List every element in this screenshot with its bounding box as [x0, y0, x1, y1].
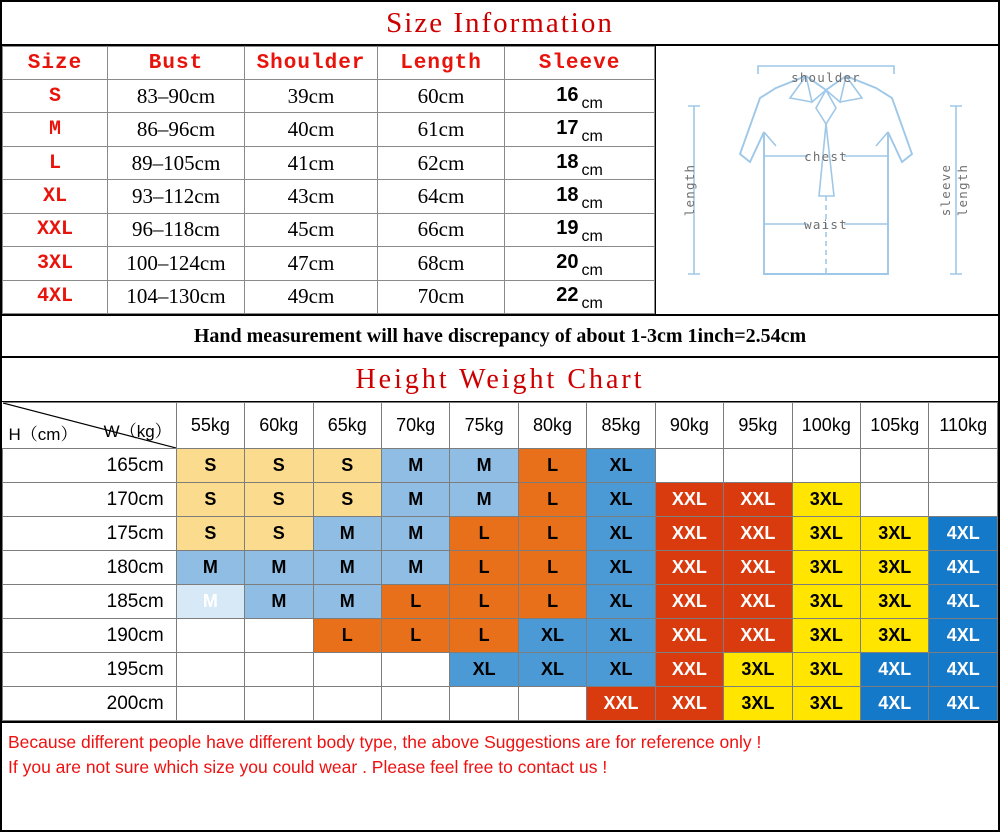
matrix-cell-l: L	[518, 449, 586, 483]
cell-length: 62cm	[378, 146, 505, 179]
col-header-bust: Bust	[108, 47, 245, 80]
matrix-col-header: 70kg	[381, 403, 449, 449]
matrix-cell-empty	[724, 449, 792, 483]
matrix-row-header: 180cm	[3, 551, 177, 585]
matrix-cell-m: M	[313, 585, 381, 619]
table-row	[3, 146, 655, 179]
cell-sleeve-number: 17	[556, 117, 579, 140]
matrix-cell-empty	[245, 653, 313, 687]
cell-sleeve	[505, 80, 655, 113]
matrix-cell-xxl: XXL	[724, 517, 792, 551]
cell-shoulder: 39cm	[245, 80, 378, 113]
matrix-cell-l: L	[313, 619, 381, 653]
cell-sleeve-number: 18	[556, 183, 579, 206]
label-waist: waist	[804, 217, 848, 232]
col-header-shoulder: Shoulder	[245, 47, 378, 80]
matrix-cell-s: S	[176, 517, 244, 551]
matrix-cell-empty	[655, 449, 723, 483]
cell-sleeve-unit: cm	[581, 228, 603, 246]
matrix-row	[3, 653, 998, 687]
matrix-cell-3xl: 3XL	[861, 517, 929, 551]
cell-bust: 89–105cm	[108, 146, 245, 179]
matrix-cell-3xl: 3XL	[792, 619, 860, 653]
matrix-col-header: 100kg	[792, 403, 860, 449]
size-table	[2, 46, 655, 314]
matrix-cell-xxl: XXL	[655, 619, 723, 653]
matrix-cell-xl: XL	[450, 653, 518, 687]
cell-sleeve-unit: cm	[581, 161, 603, 179]
matrix-cell-3xl: 3XL	[792, 653, 860, 687]
table-row	[3, 280, 655, 313]
height-weight-matrix-container	[2, 402, 998, 721]
size-table-header-row	[3, 47, 655, 80]
table-row	[3, 80, 655, 113]
matrix-cell-4xl: 4XL	[929, 551, 998, 585]
cell-bust: 86–96cm	[108, 113, 245, 146]
matrix-cell-s: S	[313, 483, 381, 517]
matrix-cell-empty	[313, 687, 381, 721]
matrix-cell-m: M	[381, 483, 449, 517]
matrix-cell-m: M	[381, 551, 449, 585]
label-sleeve: sleeve	[938, 163, 953, 217]
matrix-axis-corner	[3, 403, 177, 449]
matrix-cell-4xl: 4XL	[929, 585, 998, 619]
matrix-cell-xl: XL	[518, 653, 586, 687]
cell-sleeve	[505, 113, 655, 146]
matrix-cell-empty	[861, 483, 929, 517]
matrix-row	[3, 483, 998, 517]
matrix-cell-xxl: XXL	[655, 517, 723, 551]
matrix-col-header: 95kg	[724, 403, 792, 449]
matrix-cell-empty	[929, 449, 998, 483]
cell-bust: 93–112cm	[108, 180, 245, 213]
cell-sleeve-number: 16	[556, 83, 579, 106]
matrix-cell-m: M	[381, 517, 449, 551]
table-row	[3, 180, 655, 213]
cell-sleeve-unit: cm	[581, 194, 603, 212]
matrix-cell-empty	[176, 687, 244, 721]
matrix-cell-l: L	[518, 517, 586, 551]
matrix-cell-4xl: 4XL	[929, 687, 998, 721]
matrix-cell-xl: XL	[587, 517, 655, 551]
label-sleeve-length: length	[955, 163, 970, 217]
cell-bust: 83–90cm	[108, 80, 245, 113]
matrix-cell-3xl: 3XL	[724, 653, 792, 687]
matrix-col-header: 85kg	[587, 403, 655, 449]
matrix-cell-empty	[176, 653, 244, 687]
matrix-row-header: 200cm	[3, 687, 177, 721]
matrix-cell-4xl: 4XL	[929, 619, 998, 653]
shirt-measurement-diagram	[656, 46, 998, 314]
matrix-cell-s: S	[245, 483, 313, 517]
table-row	[3, 247, 655, 280]
matrix-cell-xl: XL	[587, 551, 655, 585]
matrix-col-header: 75kg	[450, 403, 518, 449]
height-weight-title-bar	[2, 358, 998, 402]
matrix-cell-s: S	[245, 517, 313, 551]
cell-shoulder: 43cm	[245, 180, 378, 213]
cell-sleeve	[505, 280, 655, 313]
col-header-size: Size	[3, 47, 108, 80]
matrix-row-header: 190cm	[3, 619, 177, 653]
matrix-cell-empty	[861, 449, 929, 483]
matrix-cell-xxl: XXL	[655, 585, 723, 619]
matrix-cell-3xl: 3XL	[792, 585, 860, 619]
matrix-cell-l: L	[518, 585, 586, 619]
matrix-cell-3xl: 3XL	[792, 517, 860, 551]
matrix-cell-l: L	[518, 483, 586, 517]
matrix-col-header: 65kg	[313, 403, 381, 449]
matrix-cell-4xl: 4XL	[929, 517, 998, 551]
cell-size: 4XL	[3, 280, 108, 313]
matrix-cell-empty	[245, 619, 313, 653]
matrix-cell-4xl: 4XL	[861, 687, 929, 721]
matrix-cell-l: L	[450, 585, 518, 619]
matrix-cell-empty	[518, 687, 586, 721]
matrix-cell-empty	[381, 653, 449, 687]
matrix-cell-3xl: 3XL	[724, 687, 792, 721]
matrix-header-row	[3, 403, 998, 449]
cell-bust: 100–124cm	[108, 247, 245, 280]
matrix-col-header: 90kg	[655, 403, 723, 449]
cell-sleeve-number: 22	[556, 284, 579, 307]
matrix-row	[3, 517, 998, 551]
matrix-row-header: 165cm	[3, 449, 177, 483]
cell-size: XXL	[3, 213, 108, 246]
cell-shoulder: 41cm	[245, 146, 378, 179]
hand-measurement-note-row	[2, 316, 998, 358]
cell-shoulder: 40cm	[245, 113, 378, 146]
matrix-row	[3, 551, 998, 585]
size-information-region	[2, 46, 998, 316]
matrix-cell-empty	[792, 449, 860, 483]
matrix-cell-xxl: XXL	[724, 483, 792, 517]
footer-notice	[2, 721, 998, 783]
hand-measurement-note: Hand measurement will have discrepancy of about 1-3cm 1inch=2.54cm	[193, 324, 807, 347]
matrix-cell-xl: XL	[587, 483, 655, 517]
matrix-cell-xl: XL	[587, 619, 655, 653]
matrix-cell-empty	[929, 483, 998, 517]
table-row	[3, 213, 655, 246]
matrix-row-header: 185cm	[3, 585, 177, 619]
matrix-cell-empty	[381, 687, 449, 721]
matrix-cell-3xl: 3XL	[861, 551, 929, 585]
height-weight-title: Height Weight Chart	[355, 363, 645, 395]
matrix-cell-s: S	[176, 449, 244, 483]
cell-sleeve-number: 20	[556, 250, 579, 273]
cell-size: M	[3, 113, 108, 146]
size-table-container	[2, 46, 656, 314]
cell-sleeve	[505, 180, 655, 213]
matrix-col-header: 80kg	[518, 403, 586, 449]
label-length: length	[682, 163, 697, 217]
matrix-cell-s: S	[245, 449, 313, 483]
matrix-cell-4xl: 4XL	[861, 653, 929, 687]
matrix-cell-3xl: 3XL	[792, 483, 860, 517]
matrix-col-header: 110kg	[929, 403, 998, 449]
matrix-cell-l: L	[450, 551, 518, 585]
cell-sleeve	[505, 146, 655, 179]
matrix-cell-m: M	[245, 585, 313, 619]
height-weight-matrix	[2, 402, 998, 721]
cell-sleeve	[505, 247, 655, 280]
cell-length: 66cm	[378, 213, 505, 246]
matrix-cell-xxl: XXL	[587, 687, 655, 721]
matrix-cell-empty	[245, 687, 313, 721]
cell-shoulder: 47cm	[245, 247, 378, 280]
col-header-sleeve: Sleeve	[505, 47, 655, 80]
matrix-cell-xl: XL	[518, 619, 586, 653]
cell-sleeve-unit: cm	[581, 295, 603, 313]
matrix-col-header: 105kg	[861, 403, 929, 449]
matrix-cell-xxl: XXL	[724, 619, 792, 653]
matrix-cell-3xl: 3XL	[861, 619, 929, 653]
matrix-cell-empty	[176, 619, 244, 653]
matrix-row-header: 195cm	[3, 653, 177, 687]
matrix-col-header: 55kg	[176, 403, 244, 449]
matrix-cell-xl: XL	[587, 585, 655, 619]
cell-shoulder: 49cm	[245, 280, 378, 313]
matrix-cell-l: L	[381, 585, 449, 619]
footer-line-1: Because different people have different body type, the above Suggestions are for reference only !	[8, 732, 762, 752]
matrix-cell-xxl: XXL	[655, 483, 723, 517]
cell-length: 70cm	[378, 280, 505, 313]
page-title: Size Information	[386, 6, 614, 39]
footer-line-2: If you are not sure which size you could wear . Please feel free to contact us !	[8, 757, 608, 777]
cell-sleeve-number: 18	[556, 150, 579, 173]
matrix-col-header: 60kg	[245, 403, 313, 449]
matrix-cell-m: M	[450, 449, 518, 483]
matrix-cell-l: L	[518, 551, 586, 585]
matrix-cell-xxl: XXL	[655, 653, 723, 687]
matrix-cell-3xl: 3XL	[792, 687, 860, 721]
matrix-row	[3, 619, 998, 653]
matrix-cell-3xl: 3XL	[861, 585, 929, 619]
cell-size: XL	[3, 180, 108, 213]
matrix-row-header: 175cm	[3, 517, 177, 551]
cell-length: 68cm	[378, 247, 505, 280]
matrix-row-header: 170cm	[3, 483, 177, 517]
matrix-cell-xxl: XXL	[724, 551, 792, 585]
cell-size: 3XL	[3, 247, 108, 280]
matrix-cell-m: M	[313, 517, 381, 551]
matrix-cell-4xl: 4XL	[929, 653, 998, 687]
matrix-cell-xxl: XXL	[655, 687, 723, 721]
label-chest: chest	[804, 149, 848, 164]
cell-sleeve-unit: cm	[581, 261, 603, 279]
cell-sleeve	[505, 213, 655, 246]
table-row	[3, 113, 655, 146]
matrix-cell-s: S	[313, 449, 381, 483]
cell-bust: 104–130cm	[108, 280, 245, 313]
matrix-cell-xxl: XXL	[724, 585, 792, 619]
matrix-cell-xl: XL	[587, 449, 655, 483]
matrix-cell-empty	[313, 653, 381, 687]
matrix-cell-l: L	[450, 619, 518, 653]
cell-size: L	[3, 146, 108, 179]
col-header-length: Length	[378, 47, 505, 80]
matrix-cell-l: L	[450, 517, 518, 551]
axis-label-weight: W（kg）	[103, 422, 172, 441]
cell-shoulder: 45cm	[245, 213, 378, 246]
matrix-row	[3, 449, 998, 483]
matrix-cell-m: M	[450, 483, 518, 517]
matrix-cell-m: M	[176, 551, 244, 585]
page-title-bar	[2, 2, 998, 46]
cell-length: 60cm	[378, 80, 505, 113]
matrix-cell-m: M	[313, 551, 381, 585]
matrix-cell-xxl: XXL	[655, 551, 723, 585]
cell-size: S	[3, 80, 108, 113]
matrix-cell-xl: XL	[587, 653, 655, 687]
cell-sleeve-unit: cm	[581, 128, 603, 146]
matrix-cell-m: M	[245, 551, 313, 585]
cell-sleeve-unit: cm	[581, 94, 603, 112]
matrix-row	[3, 687, 998, 721]
matrix-cell-l: L	[381, 619, 449, 653]
cell-bust: 96–118cm	[108, 213, 245, 246]
shirt-diagram-svg	[656, 46, 998, 314]
cell-length: 64cm	[378, 180, 505, 213]
matrix-cell-empty	[450, 687, 518, 721]
cell-sleeve-number: 19	[556, 217, 579, 240]
matrix-cell-m_light: M	[176, 585, 244, 619]
axis-label-height: H（cm）	[8, 425, 78, 444]
matrix-cell-m: M	[381, 449, 449, 483]
matrix-cell-s: S	[176, 483, 244, 517]
matrix-row	[3, 585, 998, 619]
label-shoulder: shoulder	[791, 70, 861, 85]
matrix-cell-3xl: 3XL	[792, 551, 860, 585]
cell-length: 61cm	[378, 113, 505, 146]
